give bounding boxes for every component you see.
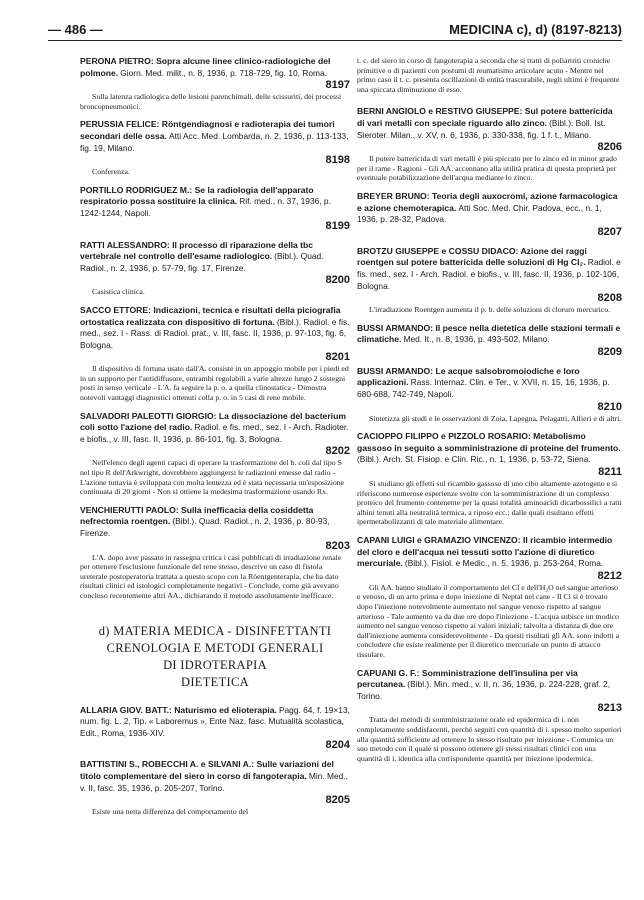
entry-title: ALLARIA GIOV. BATT.: Naturismo ed elioterapia. [80, 704, 277, 715]
page-header [48, 22, 622, 42]
entry-citation: (Bibl.). Boll. Ist. Sieroter. Milan., v. XV, n. 6, 1936, p. 330-338, fig. 1 f. t., Milano. [357, 117, 606, 140]
entry-citation: (Bibl.). Quad. Radiol., n. 2, 1936, p. 80-93, Firenze. [80, 516, 330, 538]
entry-abstract: Il potere battericida di vari metalli è più spiccato per lo zinco ed in minor grado per il rame - Ragioni - Gli AA. accennano alla utilità pratica di questa proprietà per eventuale potabilizzazione dell'acqua mediante lo zinco. [357, 154, 617, 183]
entry-8211 [357, 431, 622, 527]
entry-citation: Atti Soc. Med. Chir. Padova, ecc., n. 1, 1936, p. 28-32, Padova. [357, 202, 602, 225]
entry-number: 8208 [597, 292, 622, 305]
entry-number: 8199 [325, 219, 350, 232]
entry-title: SALVADORI PALEOTTI GIORGIO: La dissociazione del bacterium coli sotto l'azione del radio. [80, 410, 346, 433]
entry-8205 [80, 759, 350, 816]
entry-8197 [80, 56, 350, 111]
entry-title: PERONA PIETRO: Sopra alcune linee clinico-radiologiche del polmone. [80, 56, 331, 78]
entry-number: 8213 [597, 702, 622, 715]
entry-number: 8207 [597, 225, 622, 238]
section-heading-line: CRENOLOGIA E METODI GENERALI [106, 640, 324, 655]
entry-number: 8210 [597, 400, 622, 413]
entry-8209 [357, 323, 622, 358]
entry-title: BUSSI ARMANDO: Il pesce nella dietetica delle stazioni termali e climatiche. [357, 322, 621, 345]
entry-number: 8209 [597, 345, 622, 358]
entry-citation: Giorn. Med. milit., n. 8, 1936, p. 718-729, fig. 10, Roma. [120, 67, 327, 78]
entry-number: 8204 [325, 739, 350, 752]
page-number: — 486 — [48, 22, 103, 37]
entry-abstract: Sintetizza gli studi e le osservazioni di Zoia, Lapegna, Pelagatti, Alfieri e di altri. [369, 413, 622, 423]
entry-number: 8200 [325, 274, 350, 287]
entry-title: BATTISTINI S., ROBECCHI A. e SILVANI A.: Sulle variazioni del titolo complementare del siero in corso di fangoterapia. [80, 759, 334, 781]
entry-abstract: Esiste una netta differenza del comportamento del [92, 807, 249, 817]
entry-number: 8206 [597, 141, 622, 154]
entry-number: 8202 [325, 445, 350, 458]
entry-citation: Med. It., n. 8, 1936, p. 493-502, Milano. [403, 334, 550, 345]
entry-8201 [80, 305, 350, 403]
entry-title: BUSSI ARMANDO: Le acque salsobromoiodiche e loro applicazioni. [357, 365, 580, 388]
entry-citation: (Bibl.). Radiol. e fis. med., sez. I - Rass. di Radiol. prat., v. III, fasc. II, 1936, p. 97-103, fig. 6, Bologna. [80, 316, 350, 350]
entry-citation: Radiol. e fis. med., sez. I - Arch. Radioter. e biofis., v. III, fasc. II, 1936, p. 86-101, fig. 3, Bologna. [80, 422, 349, 444]
entry-number: 8197 [325, 79, 350, 92]
entry-citation: (Bibl.). Arch. St. Fisiop. e Clin. Ric., n. 1, 1936, p. 53-72, Siena. [357, 454, 591, 465]
entry-title: SACCO ETTORE: Indicazioni, tecnica e risultati della piciografia ortostatica realizzata con dispositivo di fortuna. [80, 304, 341, 327]
entry-8207 [357, 191, 622, 238]
entry-title: CAPANI LUIGI e GRAMAZIO VINCENZO: Il ricambio intermedio del cloro e dell'acqua nei tessuti sotto l'azione di diuretico mercuriale. [357, 535, 613, 569]
entry-title: PERUSSIA FELICE: Röntgendiagnosi e radioterapia dei tumori secondari delle ossa. [80, 119, 335, 141]
header-rule [48, 40, 622, 41]
entry-number: 8205 [325, 794, 350, 807]
entry-number: 8203 [325, 539, 350, 552]
section-heading-line: DI IDROTERAPIA [163, 657, 267, 672]
section-heading [80, 623, 350, 691]
running-head: MEDICINA c), d) (8197-8213) [449, 22, 622, 37]
entry-citation: Min. Med., v. II, fasc. 35, 1936, p. 205-207, Torino. [80, 770, 348, 793]
entry-citation: Pagg. 64, f. 19×13, num. fig. L. 2, Tip. « Laboremus », Ente Naz. fasc. Mutualità scolastica, Edit., Roma, 1936-XIV. [80, 704, 350, 738]
entry-title: BROTZU GIUSEPPE e COSSU DIDACO: Azione dei raggi roentgen sul potere battericida delle soluzioni di Hg Cl₂. [357, 245, 587, 268]
entry-citation: Rif. med., n. 37, 1936, p. 1242-1244, Napoli. [80, 196, 331, 218]
entry-abstract: L'A. dopo aver passato in rassegna critica i casi pubblicati di irradiazione renale per ottenere l'esclusione funzionale del rene stesso, descrive un caso di fistola ureterale postoperatoria trattata a questo scopo con la Röentgenterapia, che ha dato risultati clinici ed istologici completamente negativi - Conclude, come già avevano concluso recentemente altri AA., dichiarando il metodo assolutamente inefficace. [80, 552, 342, 600]
entry-title: CAPUANI G. F.: Somministrazione dell'insulina per via percutanea. [357, 667, 578, 690]
entry-8213 [357, 668, 622, 764]
entry-8202 [80, 411, 350, 497]
entry-8208 [357, 246, 622, 315]
section-heading-line: DIETETICA [181, 674, 249, 689]
entry-citation: Rass. Internaz. Clin. e Ter., v. XVII, n. 15, 16, 1936, p. 680-688, 742-749, Napoli. [357, 377, 610, 400]
entry-number: 8212 [597, 569, 622, 582]
entry-8204 [80, 705, 350, 752]
entry-abstract: Tratta dei metodi di somministrazione orale ed epidermica di i. non completamente soddisfacenti, perché seguiti con quantità di i. spesso molto superiori alla quantità sufficiente ad ottenere lo stesso risultato per iniezione - Comunica un suo metodo con il quale si possono ottenere gli stessi risultati clinici con una quantità di i. identica alla corrispondente quantità per iniezione ipodermica. [357, 715, 622, 763]
entry-number: 8211 [598, 466, 622, 479]
entry-8212 [357, 535, 622, 660]
left-column [80, 56, 350, 825]
section-heading-line: d) MATERIA MEDICA - DISINFETTANTI [98, 623, 332, 638]
entry-title: RATTI ALESSANDRO: Il processo di riparazione della tbc vertebrale nel controllo dell'esame radiologico. [80, 239, 314, 262]
entry-citation: Radiol. e fis. med., sez. I - Arch. Radiol. e biofis., v. III, fasc. II, 1936, p. 102-106, Bologna. [357, 257, 621, 291]
entry-abstract: Gli AA. hanno studiato il comportamento del Cl e dell'H₂O nel sangue arterioso e venoso, di un arto prima e dopo iniezione di Neptal nel cane - Il Cl si è trovato dopo l'iniezione notevolmente aumentato nel sangue venoso rispetto al sangue arterioso - Tale aumento va da due ore dopo l'iniezione - L'acqua subisce un modico aumento nel sangue venoso rispetto ai valori iniziali; talvolta a distanza di due ore dall'iniezione aumenta considerevolmente - Da questi risultati gli AA. sono indotti a concludere che esiste realmente per il diuretico mercuriale un punto di attacco tissulare. [357, 582, 620, 659]
entry-8198 [80, 119, 350, 176]
entry-8210 [357, 366, 622, 423]
right-column [357, 56, 622, 771]
entry-title: BREYER BRUNO: Teoria degli auxocromi, azione farmacologica e azione chemoterapica. [357, 190, 618, 213]
entry-abstract: Conferenza. [92, 167, 130, 177]
entry-abstract: Si studiano gli effetti sul ricambio gassoso di uno cibo altamente azotogeno e si riferiscono numerose esperienze svolte con la somministrazione di un complesso proteico del frumento contenente per la quasi totalità aminoacidi dicarbossilici a ratti albini tenuti alla neutralità termica, a riposo ecc.; dalle quali risultano effetti ipermetabolizzanti di tale materiale alimentare. [357, 479, 622, 527]
entry-abstract: Sulla latenza radiologica delle lesioni parenchimali, delle scissuriti, dei processi broncopneumonici. [80, 92, 342, 111]
entry-8206 [357, 106, 622, 183]
entry-citation: (Bibl.). Fisiol. e Medic., n. 5, 1936, p. 253-264, Roma. [404, 558, 604, 569]
entry-number: 8201 [325, 351, 350, 364]
entry-citation: Atti Acc. Med. Lombarda, n. 2, 1936, p. 113-133, fig. 19, Milano. [80, 130, 349, 153]
entry-8203 [80, 505, 350, 601]
entry-title: PORTILLO RODRIGUEZ M.: Se la radiologia dell'apparato respiratorio possa sostituire la clinica. [80, 184, 314, 207]
entry-citation: (Bibl.). Quad. Radiol., n. 2, 1936, p. 57-79, fig. 17, Firenze. [80, 251, 324, 273]
entry-abstract: Casistica clinica. [92, 287, 145, 297]
entry-citation: (Bibl.). Min. med., v. II, n. 36, 1936, p. 224-228, graf. 2, Torino. [357, 679, 611, 701]
entry-title: VENCHIERUTTI PAOLO: Sulla inefficacia della cosiddetta nefrectomia roentgen. [80, 504, 314, 527]
entry-title: BERNI ANGIOLO e RESTIVO GIUSEPPE: Sul potere battericida di vari metalli con speciale riguardo allo zinco. [357, 106, 613, 128]
entry-abstract: Nell'elenco degli agenti capaci di operare la trasformazione del b. coli dal tipo S nel tipo R dell'Arkwright, dovrebbero aggiungersi le radiazioni emesse dal radio - L'azione tuttavia è sviluppata con molta lentezza ed è stata necessaria un'esposizione continuata di 20 giorni - Non si ottiene la medesima trasformazione usando Rx. [80, 458, 345, 497]
continued-abstract: t. c. del siero in corso di fangoterapia a seconda che si tratti di poliartriti croniche primitive o di pazienti con postumi di reumatismo articolare acuto - Mentre nel primo caso il t. c. presenta oscillazioni di entità trascurabile, negli ultimi è frequente una spiccata diminuzione di esso. [357, 56, 620, 94]
entry-8200 [80, 240, 350, 297]
entry-number: 8198 [325, 154, 350, 167]
entry-abstract: Il dispositivo di fortuna usato dall'A. consiste in un appoggio mobile per i piedi ed in un supporto per l'antidiffusore, entrambi regolabili a varie altezze lungo 2 sostegni posti in senso verticale - L'A. fa seguire la p. o. a quella clinostatica - Dimostra notevoli vantaggi diagnostici ottenuti colla p. o. in 5 casi di rene mobile. [80, 364, 349, 403]
entry-title: CACIOPPO FILIPPO e PIZZOLO ROSARIO: Metabolismo gassoso in seguito a somministrazione di proteine del frumento. [357, 431, 621, 453]
entry-8199 [80, 185, 350, 232]
entry-abstract: L'irradiazione Roentgen aumenta il p. b. delle soluzioni di cloruro mercurico. [369, 305, 611, 315]
